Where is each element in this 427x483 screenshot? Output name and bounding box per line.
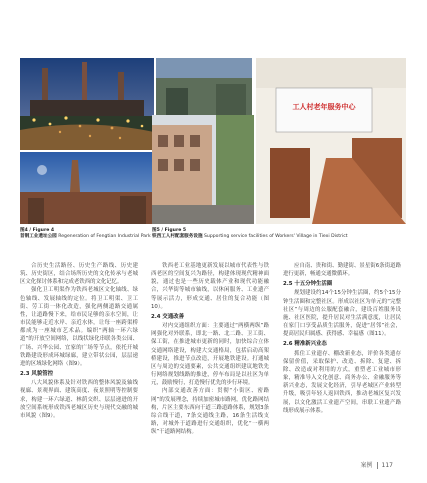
col1-paragraph-3: 八大风貌体系及针对铁西的整体风貌及轴线视廊、景观界面、建筑高度、夜景照明等控制要求，构建一环六绿道、林荫交织、层层递进的开放空间系统形成铁西老城区历史与现代交融的城市风貌（图9）。	[20, 380, 138, 419]
col1-heading-2-3: 2.3 风貌管控	[20, 371, 53, 378]
page-number: 117	[381, 462, 393, 469]
service-center-sign: 工人村老年服务中心	[292, 103, 356, 111]
fig4-title-en: Regeneration of Fengtian Industrial Park	[58, 234, 151, 239]
chimney-illustration	[20, 152, 154, 224]
column-2	[151, 262, 269, 436]
col3-heading-2-6: 2.6 精准新兴业态	[283, 341, 327, 348]
page-footer	[361, 460, 393, 469]
column-3	[283, 262, 401, 415]
col2-paragraph-1: 铁西老工业基地更新发展以城市代表性与铁西老区的空间复兴为路径，构建体现现代精神面貌，通过也是一些历史载体产业和现代功能融合，兴华街等城市轴线，以休闲服务、工业遗产等展示活力，形成交通、居住的复合功能（图10）。	[151, 263, 269, 310]
col2-paragraph-3: 内部交通改善方面：贯彻“小街区、密路网”的发展理念，持续加密城市路网，优化路网结构，片区主要东西向干道三路道路体系，规划3条综合线干道，7条交通线主路，16条生活线支路，对城外于道路进行交通组织，优化“一横两纵”干道路网结构。	[151, 388, 269, 436]
fig5-photo-street	[152, 115, 254, 224]
fig5-caption	[152, 228, 412, 240]
fig4-title-zh: 首钢工业遗址公园	[20, 234, 57, 239]
col2-heading-2-4: 2.4 交通改善	[151, 313, 184, 320]
col3-paragraph-2: 规划建设约14个15分钟生活圈，约5个15分钟生活圈和完整社区。形成以社区为单元的“完整社区”与周边的公服配套融合，建设百姓服务设施、社区医院，提升居民对生活满意度，让居民在家门口享受品质生活服务，促进“居邻”社会，提高居民归属感、获得感、幸福感（图11）。	[283, 290, 401, 338]
fig4-photo-night-park	[20, 58, 154, 150]
col1-paragraph-2: 强化卫工明渠作为铁西老城区文化轴线、绿色轴线、发展轴线的定位。将卫工明渠、卫工街、劳工街一体化改造，强化两侧道路交通属性，让道路慢下来，给市民足够的亲水空间，让市民能够走近水岸、亲近水体，让每一座跨渠桥都成为一座城市艺术品。编织“两轴一环六绿道”的开放空间网络，以线状绿化串联各类公园、广场、兴华公园、宜家的广场等节点，依托开城铁路建设形成环城绿廊，建立带状公园，层层递进的区域绿化网络（图9）。	[20, 287, 138, 367]
col3-paragraph-1: 应自南、贵和街、勤建街、景星街6条街道路进行更新，畅通交通微循环。	[283, 263, 401, 278]
footer-section-label: 案例	[360, 462, 373, 469]
fig5-title-en: Supporting service facilities of Workers' Village in Tiexi District	[204, 234, 348, 239]
footer-divider	[377, 462, 378, 469]
street-illustration	[152, 115, 254, 224]
col2-paragraph-2: 对内交通组织方面：主要通过“两横两纵”路网强化对外联系，即北一路、北二路、卫工街、保工街，在推进城市更新的同时，加快综合立体交通网络建设，构建大交通格局，包括启动高架桥建设，推进节点改造，开展地铁建设。打通城区与周边的交通要素，公共交通组织建议地铁先行网络规划线路的推进，停车布局是以社区为单元，鼓励慢行，打造慢行优先的步行环境。	[151, 323, 269, 387]
col3-paragraph-3: 抓住工业遗存、棚改新业态，评价各类遗存保留价值，采取保护、改造、拆除、复建、拆除、改造或对利用的方式，重塑老工业城市形象，精准导入文化创意、商务办公、金融服务等新兴业态，发展文化经济，引导老城区产业转型升级，吸引年轻人返回铁西，推动老城区复兴发展，以文化激活工业遗产空间，串联工业遗产路线形成展示体系。	[283, 350, 401, 414]
service-center-illustration	[256, 58, 406, 224]
fig5-title-zh: 铁西工人村配套服务设施	[152, 234, 203, 239]
column-1	[20, 262, 138, 420]
night-park-illustration	[20, 58, 154, 150]
fig5-photo-service-center	[256, 58, 406, 224]
col3-heading-2-5: 2.5 十五分钟生活圈	[283, 281, 333, 288]
fig4-number: 图4 / Figure 4	[20, 228, 55, 233]
col1-paragraph-1: 合历史生活路径、历史生产路线、历史建筑、历史街区，结合场所历史的文化传承与老城区文化探讨体系和完成老铁西的文化记忆。	[20, 263, 138, 286]
fig4-photo-chimney	[20, 152, 154, 224]
fig5-number: 图5 / Figure 5	[152, 228, 187, 233]
